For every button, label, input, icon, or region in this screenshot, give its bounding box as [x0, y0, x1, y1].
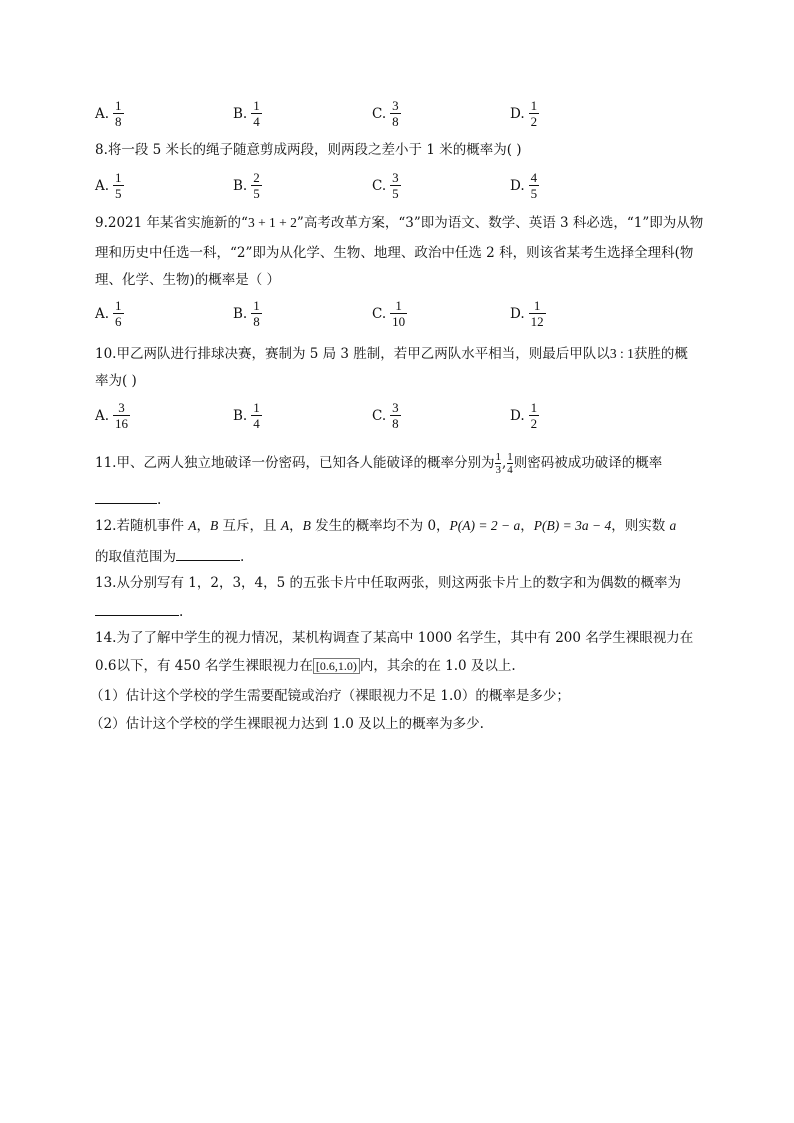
denominator: 12 — [530, 314, 544, 329]
q10-text-a: 10.甲乙两队进行排球决赛，赛制为 5 局 3 胜制，若甲乙两队水平相当，则最后甲队以 — [95, 346, 610, 362]
option-fraction — [529, 298, 546, 329]
q7-option-d[interactable] — [510, 98, 539, 129]
denominator: 8 — [392, 114, 399, 129]
option-label: A. — [95, 407, 110, 424]
option-fraction — [390, 400, 401, 431]
q10-option-a[interactable] — [95, 400, 130, 431]
q11-fraction-2 — [507, 451, 513, 476]
numerator: 1 — [253, 98, 260, 113]
q7-option-a[interactable] — [95, 98, 124, 129]
q8-text: 8.将一段 5 米长的绳子随意剪成两段，则两段之差小于 1 米的概率为( ) — [95, 142, 522, 158]
q14-subquestion-2: （2）估计这个学校的学生裸眼视力达到 1.0 及以上的概率为多少. — [90, 716, 484, 732]
q12-period: . — [240, 549, 245, 565]
q8-option-c[interactable] — [372, 170, 401, 201]
option-label: D. — [510, 105, 525, 122]
q10-option-d[interactable] — [510, 400, 539, 431]
q8-option-b[interactable] — [233, 170, 262, 201]
q10-line-1 — [95, 344, 688, 364]
option-fraction — [251, 170, 262, 201]
numerator: 1 — [253, 298, 260, 313]
event-a: A — [280, 518, 290, 533]
q12-answer-blank[interactable] — [176, 546, 240, 561]
denominator: 2 — [530, 114, 538, 129]
option-label: A. — [95, 305, 110, 322]
q13-answer-blank[interactable] — [95, 601, 179, 616]
option-label: A. — [95, 105, 110, 122]
numerator: 1 — [115, 298, 122, 313]
q14-line-1: 14.为了了解中学生的视力情况，某机构调查了某高中 1000 名学生，其中有 200 名学生裸眼视力在 — [95, 630, 694, 646]
q12-var-a: a — [669, 518, 677, 533]
option-fraction — [390, 170, 401, 201]
q12-prob-b: P(B) = 3a − 4 — [533, 518, 612, 533]
q9-text-b: ”高考改革方案，“3”即为语文、数学、英语 3 科必选，“1”即为从物 — [296, 215, 704, 231]
option-label: C. — [372, 177, 387, 194]
option-fraction — [113, 170, 124, 201]
q11-fraction-1 — [495, 451, 501, 476]
q10-text-b: 获胜的概 — [633, 346, 688, 362]
denominator: 5 — [115, 186, 122, 201]
event-b: B — [302, 518, 311, 533]
option-fraction — [113, 400, 130, 431]
denominator: 4 — [253, 416, 260, 431]
denominator: 5 — [253, 186, 260, 201]
option-fraction — [529, 98, 540, 129]
q12-prob-a: P(A) = 2 − a — [449, 518, 521, 533]
numerator: 1 — [530, 400, 538, 415]
option-fraction — [529, 400, 540, 431]
q8-option-d[interactable] — [510, 170, 539, 201]
q14-text-b: 内，其余的在 1.0 及以上. — [359, 658, 516, 674]
option-fraction — [390, 298, 407, 329]
q7-option-c[interactable] — [372, 98, 401, 129]
q13-period: . — [179, 604, 184, 620]
numerator: 1 — [530, 98, 538, 113]
numerator: 3 — [392, 170, 399, 185]
numerator: 1 — [395, 298, 402, 313]
q13-line-2 — [95, 601, 183, 622]
denominator: 3 — [495, 464, 501, 476]
q11-line-2 — [95, 489, 161, 510]
option-label: C. — [372, 407, 387, 424]
option-label: B. — [233, 305, 248, 322]
option-label: D. — [510, 305, 525, 322]
q11-separator: , — [501, 455, 507, 471]
q13-line-1: 13.从分别写有 1，2，3，4，5 的五张卡片中任取两张，则这两张卡片上的数字和为偶数的概率为 — [95, 575, 681, 591]
numerator: 1 — [533, 298, 541, 313]
q11-answer-blank[interactable] — [95, 489, 157, 504]
option-fraction — [113, 98, 124, 129]
q9-option-c[interactable] — [372, 298, 407, 329]
q10-line-2: 率为( ) — [95, 373, 137, 389]
option-label: B. — [233, 177, 248, 194]
denominator: 8 — [115, 114, 122, 129]
q14-text-a: 0.6以下，有 450 名学生裸眼视力在 — [95, 658, 313, 674]
q9-option-b[interactable] — [233, 298, 262, 329]
numerator: 4 — [530, 170, 538, 185]
q9-math: 3 + 1 + 2 — [247, 215, 297, 230]
q12-text-c: 发生的概率均不为 0， — [310, 518, 450, 534]
option-label: D. — [510, 407, 525, 424]
option-label: C. — [372, 305, 387, 322]
q9-line-1 — [95, 213, 703, 233]
q9-line-2: 理和历史中任选一科，“2”即为从化学、生物、地理、政治中任选 2 科，则该省某考生选择全理科(物 — [95, 245, 694, 261]
option-fraction — [251, 98, 262, 129]
numerator: 1 — [115, 98, 122, 113]
q10-option-b[interactable] — [233, 400, 262, 431]
numerator: 3 — [118, 400, 125, 415]
q12-comma: ， — [520, 518, 534, 534]
q12-line-1 — [95, 516, 676, 536]
denominator: 2 — [530, 416, 538, 431]
option-label: D. — [510, 177, 525, 194]
q14-line-2 — [95, 656, 516, 676]
option-fraction — [251, 400, 262, 431]
denominator: 4 — [253, 114, 260, 129]
q14-interval: [0.6,1.0) — [313, 658, 360, 674]
numerator: 1 — [507, 451, 513, 463]
numerator: 3 — [392, 400, 399, 415]
q10-math: 3 : 1 — [609, 346, 634, 361]
denominator: 5 — [392, 186, 399, 201]
q12-line-2 — [95, 546, 244, 567]
q12-text-d: ，则实数 — [611, 518, 670, 534]
q8-option-a[interactable] — [95, 170, 124, 201]
numerator: 1 — [115, 170, 122, 185]
denominator: 4 — [507, 464, 513, 476]
denominator: 8 — [392, 416, 399, 431]
q12-text-b: 互斥，且 — [218, 518, 281, 534]
q12-text-e: 的取值范围为 — [95, 549, 176, 565]
q9-text-a: 9.2021 年某省实施新的“ — [95, 215, 248, 231]
q14-subquestion-1: （1）估计这个学校的学生需要配镜或治疗（裸眼视力不足 1.0）的概率是多少； — [90, 688, 570, 704]
numerator: 3 — [392, 98, 399, 113]
q7-option-b[interactable] — [233, 98, 262, 129]
numerator: 1 — [495, 451, 501, 463]
q12-text-a: 12.若随机事件 — [95, 518, 189, 534]
option-label: C. — [372, 105, 387, 122]
denominator: 16 — [115, 416, 129, 431]
option-label: B. — [233, 407, 248, 424]
q10-option-c[interactable] — [372, 400, 401, 431]
denominator: 6 — [115, 314, 122, 329]
q11-period: . — [157, 492, 162, 508]
event-a: A — [188, 518, 197, 533]
denominator: 8 — [253, 314, 260, 329]
q12-comma: ， — [196, 518, 211, 534]
option-label: B. — [233, 105, 248, 122]
q11-line-1 — [95, 451, 662, 476]
numerator: 2 — [253, 170, 260, 185]
q9-line-3: 理、化学、生物)的概率是（ ） — [95, 272, 281, 288]
numerator: 1 — [253, 400, 260, 415]
q11-text-a: 11.甲、乙两人独立地破译一份密码，已知各人能破译的概率分别为 — [95, 455, 495, 471]
option-fraction — [390, 98, 401, 129]
event-b: B — [210, 518, 219, 533]
option-fraction — [529, 170, 540, 201]
q9-option-a[interactable] — [95, 298, 124, 329]
q9-option-d[interactable] — [510, 298, 546, 329]
option-fraction — [113, 298, 124, 329]
denominator: 5 — [530, 186, 538, 201]
option-fraction — [251, 298, 262, 329]
q12-comma: ， — [289, 518, 303, 534]
denominator: 10 — [392, 314, 406, 329]
q11-text-b: 则密码被成功破译的概率 — [513, 455, 663, 471]
option-label: A. — [95, 177, 110, 194]
